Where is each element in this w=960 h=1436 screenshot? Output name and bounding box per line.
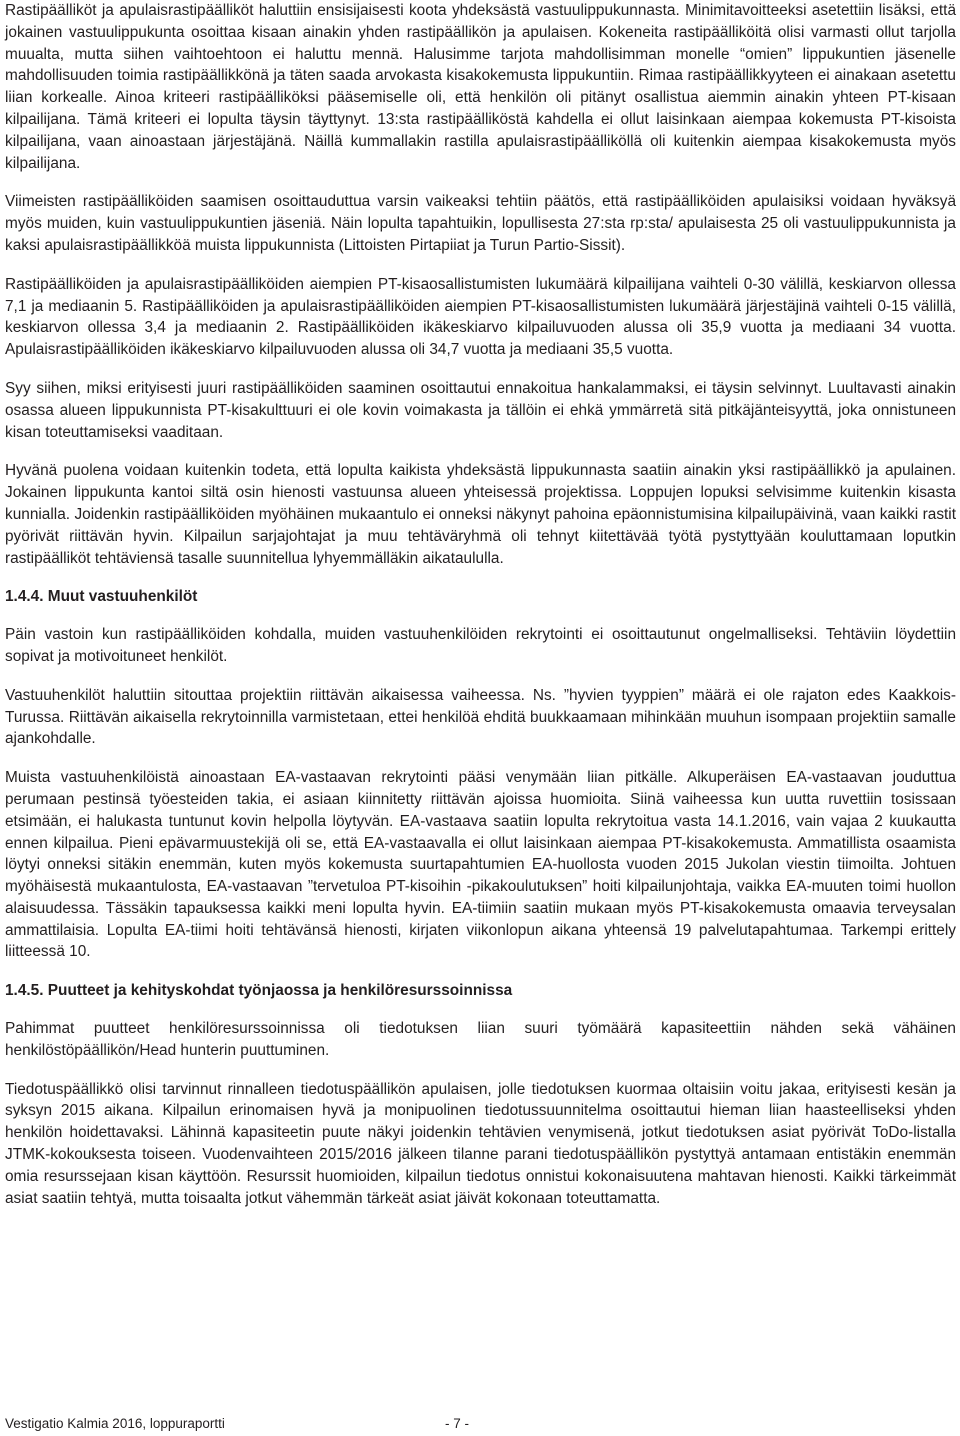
paragraph: Tiedotuspäällikkö olisi tarvinnut rinnalleen tiedotuspäällikön apulaisen, jolle tiedotuksen kuormaa oltaisiin voitu jakaa, erityisesti kesän ja syksyn 2015 aikana. Kilpailun erinomaisen hyvä ja monipuolinen tiedotussuunnitelma osoittautui hieman liian haasteelliseksi yhden henkilön hoidettavaksi. Lähinnä kapasiteetin puute näkyi joidenkin tehtävien venymisenä, jotkut tiedotuksen asiat pyörivät ToDo-listalla JTMK-kokouksesta toiseen. Vuodenvaihteen 2015/2016 jälkeen tilanne parani tiedotuspäällikön pystyttyä antamaan entistäkin enemmän omia resurssejaan kisan käyttöön. Resurssit huomioiden, kilpailun tiedotus onnistui kokonaisuutena mahtavan hienosti. Kaikki tärkeimmät asiat saatiin tehtyä, mutta toisaalta jotkut vähemmän tärkeät asiat jäivät kokonaan toteuttamatta. bbox=[5, 1080, 956, 1207]
document-body bbox=[5, 0, 956, 1226]
paragraph: Rastipäälliköiden ja apulaisrastipäälliköiden aiempien PT-kisaosallistumisten lukumäärä kilpailijana vaihteli 0-30 välillä, keskiarvon ollessa 7,1 ja mediaanin 5. Rastipäälliköiden ja apulaisrastipäälliköiden aiempien PT-kisaosallistumisten lukumäärä järjestäjinä vaihteli 0-15 välillä, keskiarvon ollessa 3,4 ja mediaanin 2. Rastipäälliköiden ikäkeskiarvo kilpailuvuoden alussa oli 35,9 vuotta ja mediaani 34 vuotta. Apulaisrastipäälliköiden ikäkeskiarvo kilpailuvuoden alussa oli 34,7 vuotta ja mediaani 35,5 vuotta. bbox=[5, 275, 956, 359]
footer-title: Vestigatio Kalmia 2016, loppuraportti bbox=[5, 1416, 225, 1431]
paragraph: Syy siihen, miksi erityisesti juuri rastipäälliköiden saaminen osoittautui ennakoitua hankalammaksi, ei täysin selvinnyt. Luultavasti ainakin osassa alueen lippukunnista PT-kisakulttuuri ei ole kovin voimakasta ja tällöin ei ehkä ymmärretä sitä pitkäjänteisyyttä, joka onnistuneen kisan toteuttamiseksi vaaditaan. bbox=[5, 379, 956, 441]
paragraph: Pahimmat puutteet henkilöresurssoinnissa oli tiedotuksen liian suuri työmäärä kapasiteettiin nähden sekä vähäinen henkilöstöpäällikön/Head hunterin puuttuminen. bbox=[5, 1020, 956, 1059]
paragraph: Muista vastuuhenkilöistä ainoastaan EA-vastaavan rekrytointi pääsi venymään liian pitkälle. Alkuperäisen EA-vastaavan jouduttua perumaan pestinsä työesteiden takia, ei asiaan kiinnitetty riittävän ajoissa huomioita. Siinä vaiheessa kun uutta ruvettiin tosissaan etsimään, ei halukasta tuntunut kovin helpolla löytyvän. EA-vastaava saatiin lopulta rekrytoitua vasta 14.1.2016, vain vajaa 2 kuukautta ennen kilpailua. Pieni epävarmuustekijä oli se, että EA-vastaavalla ei ollut laisinkaan aiempaa PT-kisakokemusta. Ammatillista osaamista löytyi onneksi sitäkin enemmän, kuten myös kokemusta suurtapahtumien EA-huollosta vuoden 2015 Jukolan viestin tiimoilta. Johtuen myöhäisestä mukaantulosta, EA-vastaavan ”tervetuloa PT-kisoihin -pikakoulutuksen” hoiti kilpailunjohtaja, vaikka EA-muuten toimi huollon alaisuudessa. Tässäkin tapauksessa kaikki meni lopulta hyvin. EA-tiimiin saatiin mukaan myös PT-kisakokemusta omaavia terveysalan ammattilaisia. Lopulta EA-tiimi hoiti tehtävänsä hienosti, kirjaten viikonlopun aikana yhteensä 19 palvelutapahtumaa. Tarkempi erittely liitteessä 10. bbox=[5, 769, 956, 961]
paragraph: Hyvänä puolena voidaan kuitenkin todeta, että lopulta kaikista yhdeksästä lippukunnasta saatiin ainakin yksi rastipäällikkö ja apulainen. Jokainen lippukunta kantoi siltä osin hienosti vastuunsa alueen yhteisessä projektissa. Loppujen lopuksi selvisimme kuitenkin kisasta kunnialla. Joidenkin rastipäälliköiden myöhäinen mukaantulo ei onneksi näkynyt pahoina epäonnistumisina kilpailupäivinä, vaan kaikki rastit pyörivät riittävän hyvin. Kilpailun sarjajohtajat ja muu tehtäväryhmä oli tehnyt kiitettävää työtä pystyttyään kouluttamaan loputkin rastipäälliköt tehtäviensä tasalle suunnitellua lyhyemmälläkin aikataululla. bbox=[5, 462, 956, 567]
paragraph: Vastuuhenkilöt haluttiin sitouttaa projektiin riittävän aikaisessa vaiheessa. Ns. ”hyvien tyyppien” määrä ei ole rajaton edes Kaakkois-Turussa. Riittävän aikaisella rekrytoinnilla varmistetaan, ettei henkilöä ehditä buukkaamaan mihinkään muuhun isompaan projektiin samalle ajankohdalle. bbox=[5, 686, 956, 748]
page-number: - 7 - bbox=[445, 1416, 470, 1431]
page-footer bbox=[5, 1414, 956, 1434]
section-heading: 1.4.4. Muut vastuuhenkilöt bbox=[5, 588, 198, 606]
section-heading: 1.4.5. Puutteet ja kehityskohdat työnjaossa ja henkilöresurssoinnissa bbox=[5, 982, 513, 1000]
paragraph: Päin vastoin kun rastipäälliköiden kohdalla, muiden vastuuhenkilöiden rekrytointi ei osoittautunut ongelmalliseksi. Tehtäviin löydettiin sopivat ja motivoituneet henkilöt. bbox=[5, 626, 956, 665]
paragraph: Rastipäälliköt ja apulaisrastipäälliköt haluttiin ensisijaisesti koota yhdeksästä vastuulippukunnasta. Minimitavoitteeksi asetettiin lisäksi, että jokainen vastuulippukunta osoittaa kisaan ainakin yhden rastipäällikön ja apulaisen. Kokeneita rastipäälliköitä olisi varmasti ollut tarjolla muualta, mutta siihen vaihtoehtoon ei haluttu mennä. Halusimme tarjota mahdollisimman monelle “omien” lippukuntien jäsenelle mahdollisuuden toimia rastipäällikkönä ja täten saada arvokasta kisakokemusta lippukuntiin. Rimaa rastipäällikkyyteen ei ainakaan asetettu liian korkealle. Ainoa kriteeri rastipäälliköksi pääsemiselle oli, että henkilön oli pitänyt osallistua aiemmin ainakin yhteen PT-kisaan kilpailijana. Tämä kriteeri ei lopulta täysin täyttynyt. 13:sta rastipäälliköstä kahdella ei ollut laisinkaan aiempaa kokemusta PT-kisoista kilpailijana, vaan ainoastaan järjestäjänä. Näillä kummallakin rastilla apulaisrastipäälliköllä oli kuitenkin aiempaa kisakokemusta myös kilpailijana. bbox=[5, 2, 956, 172]
paragraph: Viimeisten rastipäälliköiden saamisen osoittauduttua varsin vaikeaksi tehtiin päätös, että rastipäälliköiden apulaisiksi voidaan hyväksyä myös muiden, kuin vastuulippukuntien jäseniä. Näin lopulta tapahtuikin, lopullisesta 27:sta rp:sta/ apulaisesta 25 oli vastuulippukunnista ja kaksi apulaisrastipäällikköä muista lippukunnista (Littoisten Pirtapiiat ja Turun Partio-Sissit). bbox=[5, 193, 956, 254]
